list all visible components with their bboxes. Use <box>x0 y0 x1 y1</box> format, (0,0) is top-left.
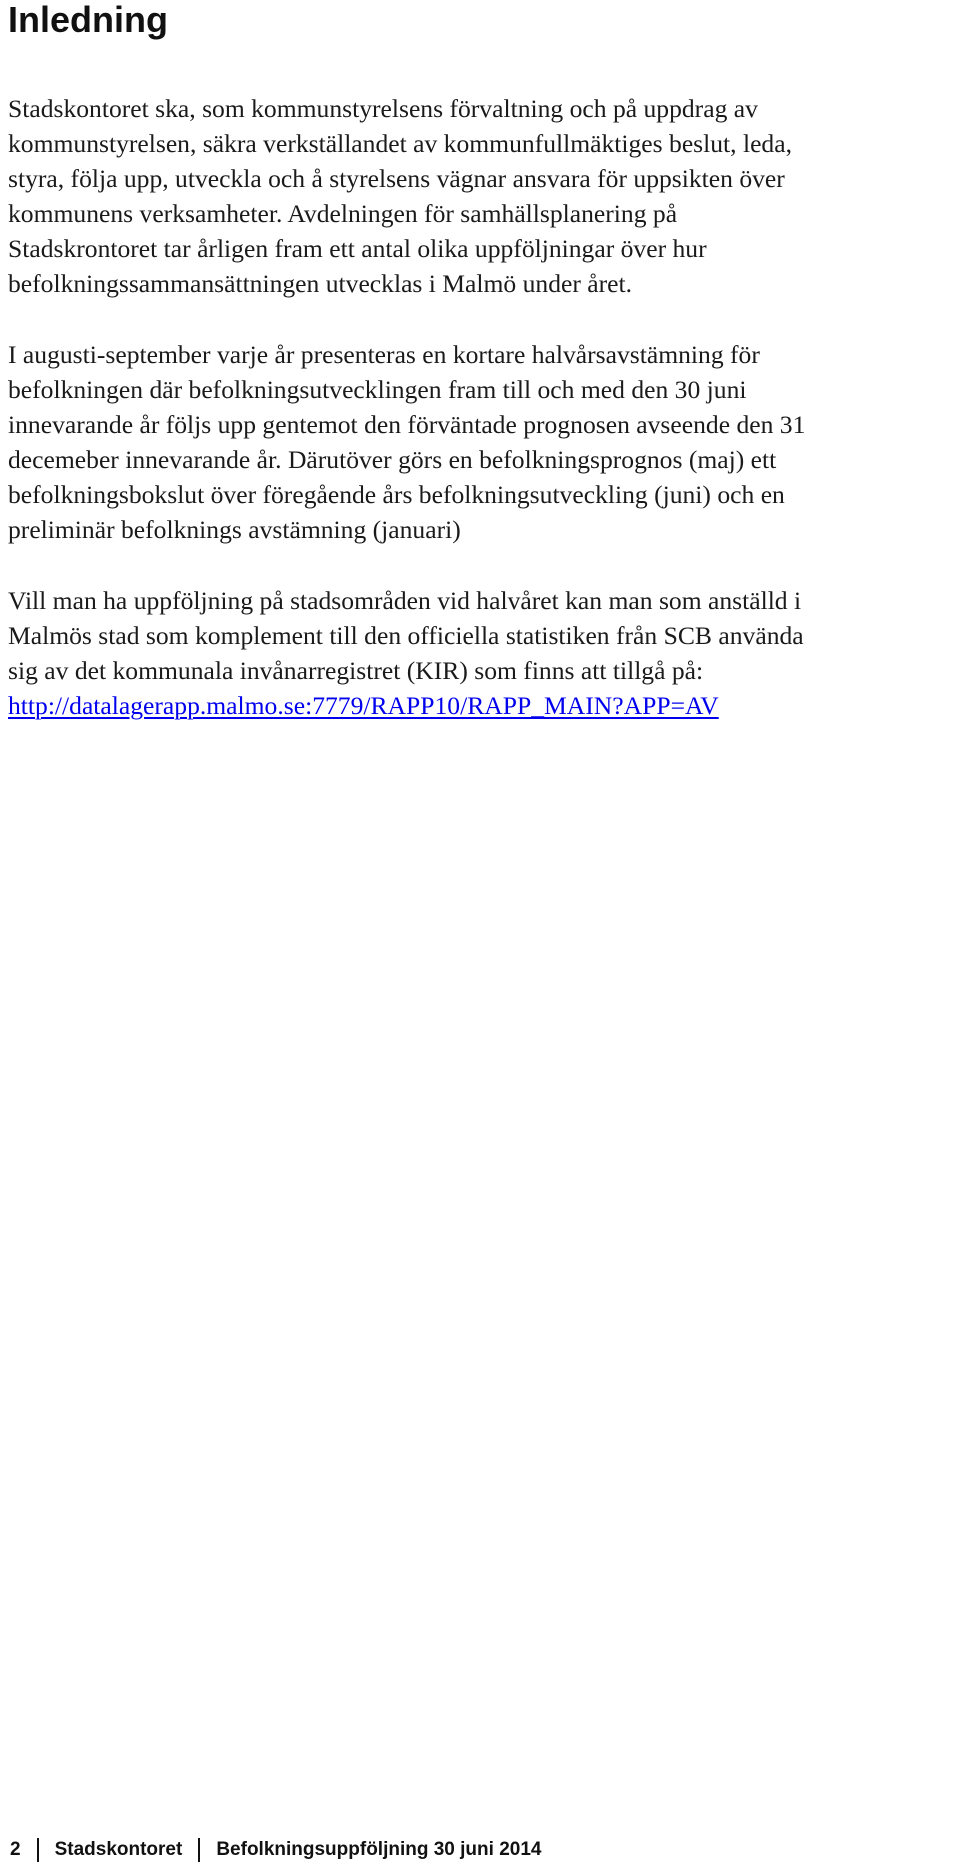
paragraph-intro <box>8 91 958 301</box>
text-line: befolkningen där befolkningsutvecklingen fram till och med den 30 juni <box>8 375 747 404</box>
text-line: Vill man ha uppföljning på stadsområden vid halvåret kan man som anställd i <box>8 586 802 615</box>
page-footer <box>8 1838 541 1862</box>
text-line: Stadskrontoret tar årligen fram ett antal olika uppföljningar över hur <box>8 234 707 263</box>
text-line: kommunstyrelsen, säkra verkställandet av kommunfullmäktiges beslut, leda, <box>8 129 792 158</box>
text-line: innevarande år följs upp gentemot den förväntade prognosen avseende den 31 <box>8 410 806 439</box>
footer-document-title: Befolkningsuppföljning 30 juni 2014 <box>216 1839 542 1860</box>
footer-organization: Stadskontoret <box>54 1839 183 1860</box>
page-heading: Inledning <box>8 0 168 40</box>
text-line: preliminär befolknings avstämning (januari) <box>8 515 461 544</box>
text-line: Malmös stad som komplement till den officiella statistiken från SCB använda <box>8 621 804 650</box>
paragraph-schedule <box>8 337 958 547</box>
kir-report-link[interactable]: http://datalagerapp.malmo.se:7779/RAPP10/RAPP_MAIN?APP=AV <box>8 691 719 720</box>
text-line: decemeber innevarande år. Därutöver görs en befolkningsprognos (maj) ett <box>8 445 777 474</box>
text-line: kommunens verksamheter. Avdelningen för samhällsplanering på <box>8 199 678 228</box>
text-line: Stadskontoret ska, som kommunstyrelsens förvaltning och på uppdrag av <box>8 94 758 123</box>
footer-divider <box>198 1838 200 1862</box>
text-line: styra, följa upp, utveckla och å styrelsens vägnar ansvara för uppsikten över <box>8 164 785 193</box>
text-line: sig av det kommunala invånarregistret (KIR) som finns att tillgå på: <box>8 656 704 685</box>
paragraph-follow-up <box>8 583 958 723</box>
page-number: 2 <box>10 1839 21 1860</box>
text-line: befolkningsbokslut över föregående års befolkningsutveckling (juni) och en <box>8 480 785 509</box>
footer-divider <box>37 1838 39 1862</box>
text-line: I augusti-september varje år presenteras en kortare halvårsavstämning för <box>8 340 760 369</box>
text-line: befolkningssammansättningen utvecklas i Malmö under året. <box>8 269 633 298</box>
